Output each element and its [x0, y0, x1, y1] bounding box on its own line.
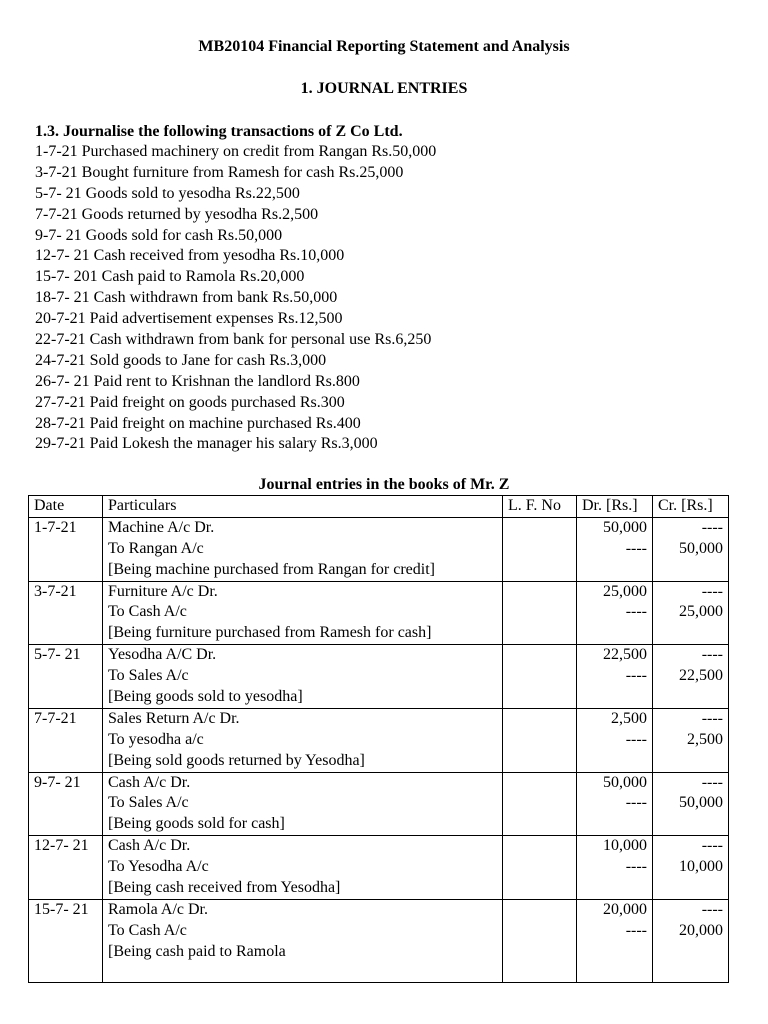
dr-dash: ----: [625, 603, 647, 621]
transaction-item: 7-7-21 Goods returned by yesodha Rs.2,500: [35, 205, 319, 223]
cr-dash: ----: [701, 773, 723, 791]
transaction-item: 28-7-21 Paid freight on machine purchased Rs.400: [35, 414, 361, 432]
cr-dash: ----: [701, 646, 723, 664]
entry-date: 12-7- 21: [29, 836, 103, 900]
entry-dr: [577, 517, 653, 581]
table-caption: Journal entries in the books of Mr. Z: [258, 476, 510, 493]
dr-dash: ----: [625, 921, 647, 939]
entry-lf: [503, 517, 577, 581]
entry-dr: [577, 836, 653, 900]
table-row: [29, 645, 729, 709]
entry-particulars: [103, 772, 503, 836]
entry-debit-line: Cash A/c Dr.: [108, 773, 191, 791]
cr-amount: 25,000: [679, 603, 723, 621]
transaction-item: 3-7-21 Bought furniture from Ramesh for cash Rs.25,000: [35, 163, 404, 181]
dr-dash: ----: [625, 858, 647, 876]
entry-credit-line: To Sales A/c: [108, 794, 189, 812]
transaction-item: 12-7- 21 Cash received from yesodha Rs.10,000: [35, 247, 345, 265]
table-row: [29, 836, 729, 900]
cr-dash: ----: [701, 709, 723, 727]
header-date: Date: [29, 496, 103, 518]
cr-amount: 50,000: [679, 794, 723, 812]
transaction-item: 5-7- 21 Goods sold to yesodha Rs.22,500: [35, 184, 300, 202]
header-particulars: Particulars: [103, 496, 503, 518]
dr-amount: 25,000: [603, 582, 647, 600]
entry-cr: [653, 517, 729, 581]
entry-cr: [653, 708, 729, 772]
entry-narration: [Being cash received from Yesodha]: [108, 879, 341, 897]
entry-cr: [653, 836, 729, 900]
dr-amount: 20,000: [603, 900, 647, 918]
entry-debit-line: Ramola A/c Dr.: [108, 900, 208, 918]
entry-particulars: [103, 708, 503, 772]
entry-credit-line: To Cash A/c: [108, 921, 187, 939]
transaction-item: 24-7-21 Sold goods to Jane for cash Rs.3,000: [35, 351, 327, 369]
page-title: MB20104 Financial Reporting Statement and Analysis: [198, 38, 570, 55]
entry-dr: [577, 708, 653, 772]
entry-date: 7-7-21: [29, 708, 103, 772]
question-heading: 1.3. Journalise the following transactions of Z Co Ltd.: [35, 123, 403, 140]
dr-amount: 22,500: [603, 646, 647, 664]
entry-credit-line: To yesodha a/c: [108, 730, 204, 748]
table-row: [29, 899, 729, 982]
transaction-item: 22-7-21 Cash withdrawn from bank for personal use Rs.6,250: [35, 331, 432, 349]
cr-amount: 10,000: [679, 858, 723, 876]
entry-debit-line: Furniture A/c Dr.: [108, 582, 218, 600]
entry-debit-line: Cash A/c Dr.: [108, 837, 191, 855]
transaction-item: 29-7-21 Paid Lokesh the manager his salary Rs.3,000: [35, 435, 378, 453]
entry-narration: [Being furniture purchased from Ramesh for cash]: [108, 624, 432, 642]
entry-narration: [Being cash paid to Ramola: [108, 942, 286, 960]
cr-amount: 22,500: [679, 667, 723, 685]
table-row: [29, 772, 729, 836]
transaction-item: 1-7-21 Purchased machinery on credit from Rangan Rs.50,000: [35, 143, 437, 160]
table-header-row: [29, 496, 729, 518]
transaction-item: 20-7-21 Paid advertisement expenses Rs.12,500: [35, 310, 343, 328]
table-row: [29, 581, 729, 645]
dr-amount: 50,000: [603, 773, 647, 791]
entry-date: 3-7-21: [29, 581, 103, 645]
dr-dash: ----: [625, 539, 647, 557]
entry-cr: [653, 772, 729, 836]
entry-lf: [503, 899, 577, 982]
entry-credit-line: To Yesodha A/c: [108, 858, 209, 876]
entry-lf: [503, 581, 577, 645]
transaction-list: [35, 142, 735, 455]
table-row: [29, 708, 729, 772]
transaction-item: 9-7- 21 Goods sold for cash Rs.50,000: [35, 226, 283, 244]
entry-particulars: [103, 645, 503, 709]
entry-date: 1-7-21: [29, 517, 103, 581]
dr-dash: ----: [625, 794, 647, 812]
table-row: [29, 517, 729, 581]
entry-date: 5-7- 21: [29, 645, 103, 709]
cr-amount: 50,000: [679, 539, 723, 557]
entry-cr: [653, 581, 729, 645]
entry-narration: [Being goods sold for cash]: [108, 815, 285, 833]
header-dr: Dr. [Rs.]: [577, 496, 653, 518]
entry-particulars: [103, 581, 503, 645]
dr-amount: 2,500: [611, 709, 647, 727]
entry-dr: [577, 645, 653, 709]
cr-dash: ----: [701, 837, 723, 855]
entry-dr: [577, 772, 653, 836]
entry-particulars: [103, 517, 503, 581]
entry-date: 9-7- 21: [29, 772, 103, 836]
entry-lf: [503, 836, 577, 900]
cr-dash: ----: [701, 582, 723, 600]
section-title: 1. JOURNAL ENTRIES: [300, 80, 468, 97]
entry-date: 15-7- 21: [29, 899, 103, 982]
entry-dr: [577, 899, 653, 982]
dr-amount: 50,000: [603, 518, 647, 536]
entry-particulars: [103, 836, 503, 900]
cr-dash: ----: [701, 900, 723, 918]
entry-lf: [503, 708, 577, 772]
header-cr: Cr. [Rs.]: [653, 496, 729, 518]
question-block: [35, 121, 735, 455]
entry-debit-line: Machine A/c Dr.: [108, 518, 215, 536]
transaction-item: 27-7-21 Paid freight on goods purchased Rs.300: [35, 393, 345, 411]
cr-amount: 20,000: [679, 921, 723, 939]
entry-debit-line: Sales Return A/c Dr.: [108, 709, 240, 727]
entry-debit-line: Yesodha A/C Dr.: [108, 646, 217, 664]
dr-dash: ----: [625, 730, 647, 748]
dr-amount: 10,000: [603, 837, 647, 855]
entry-credit-line: To Cash A/c: [108, 603, 187, 621]
cr-dash: ----: [701, 518, 723, 536]
entry-credit-line: To Rangan A/c: [108, 539, 204, 557]
entry-credit-line: To Sales A/c: [108, 667, 189, 685]
entry-cr: [653, 645, 729, 709]
entry-lf: [503, 645, 577, 709]
journal-table: [28, 495, 729, 983]
entry-particulars: [103, 899, 503, 982]
entry-cr: [653, 899, 729, 982]
transaction-item: 18-7- 21 Cash withdrawn from bank Rs.50,000: [35, 289, 338, 307]
header-lf: L. F. No: [503, 496, 577, 518]
transaction-item: 15-7- 201 Cash paid to Ramola Rs.20,000: [35, 268, 305, 286]
transaction-item: 26-7- 21 Paid rent to Krishnan the landlord Rs.800: [35, 372, 360, 390]
entry-lf: [503, 772, 577, 836]
entry-narration: [Being sold goods returned by Yesodha]: [108, 751, 365, 769]
cr-amount: 2,500: [687, 730, 723, 748]
dr-dash: ----: [625, 667, 647, 685]
entry-dr: [577, 581, 653, 645]
entry-narration: [Being machine purchased from Rangan for credit]: [108, 560, 435, 578]
entry-narration: [Being goods sold to yesodha]: [108, 688, 303, 706]
